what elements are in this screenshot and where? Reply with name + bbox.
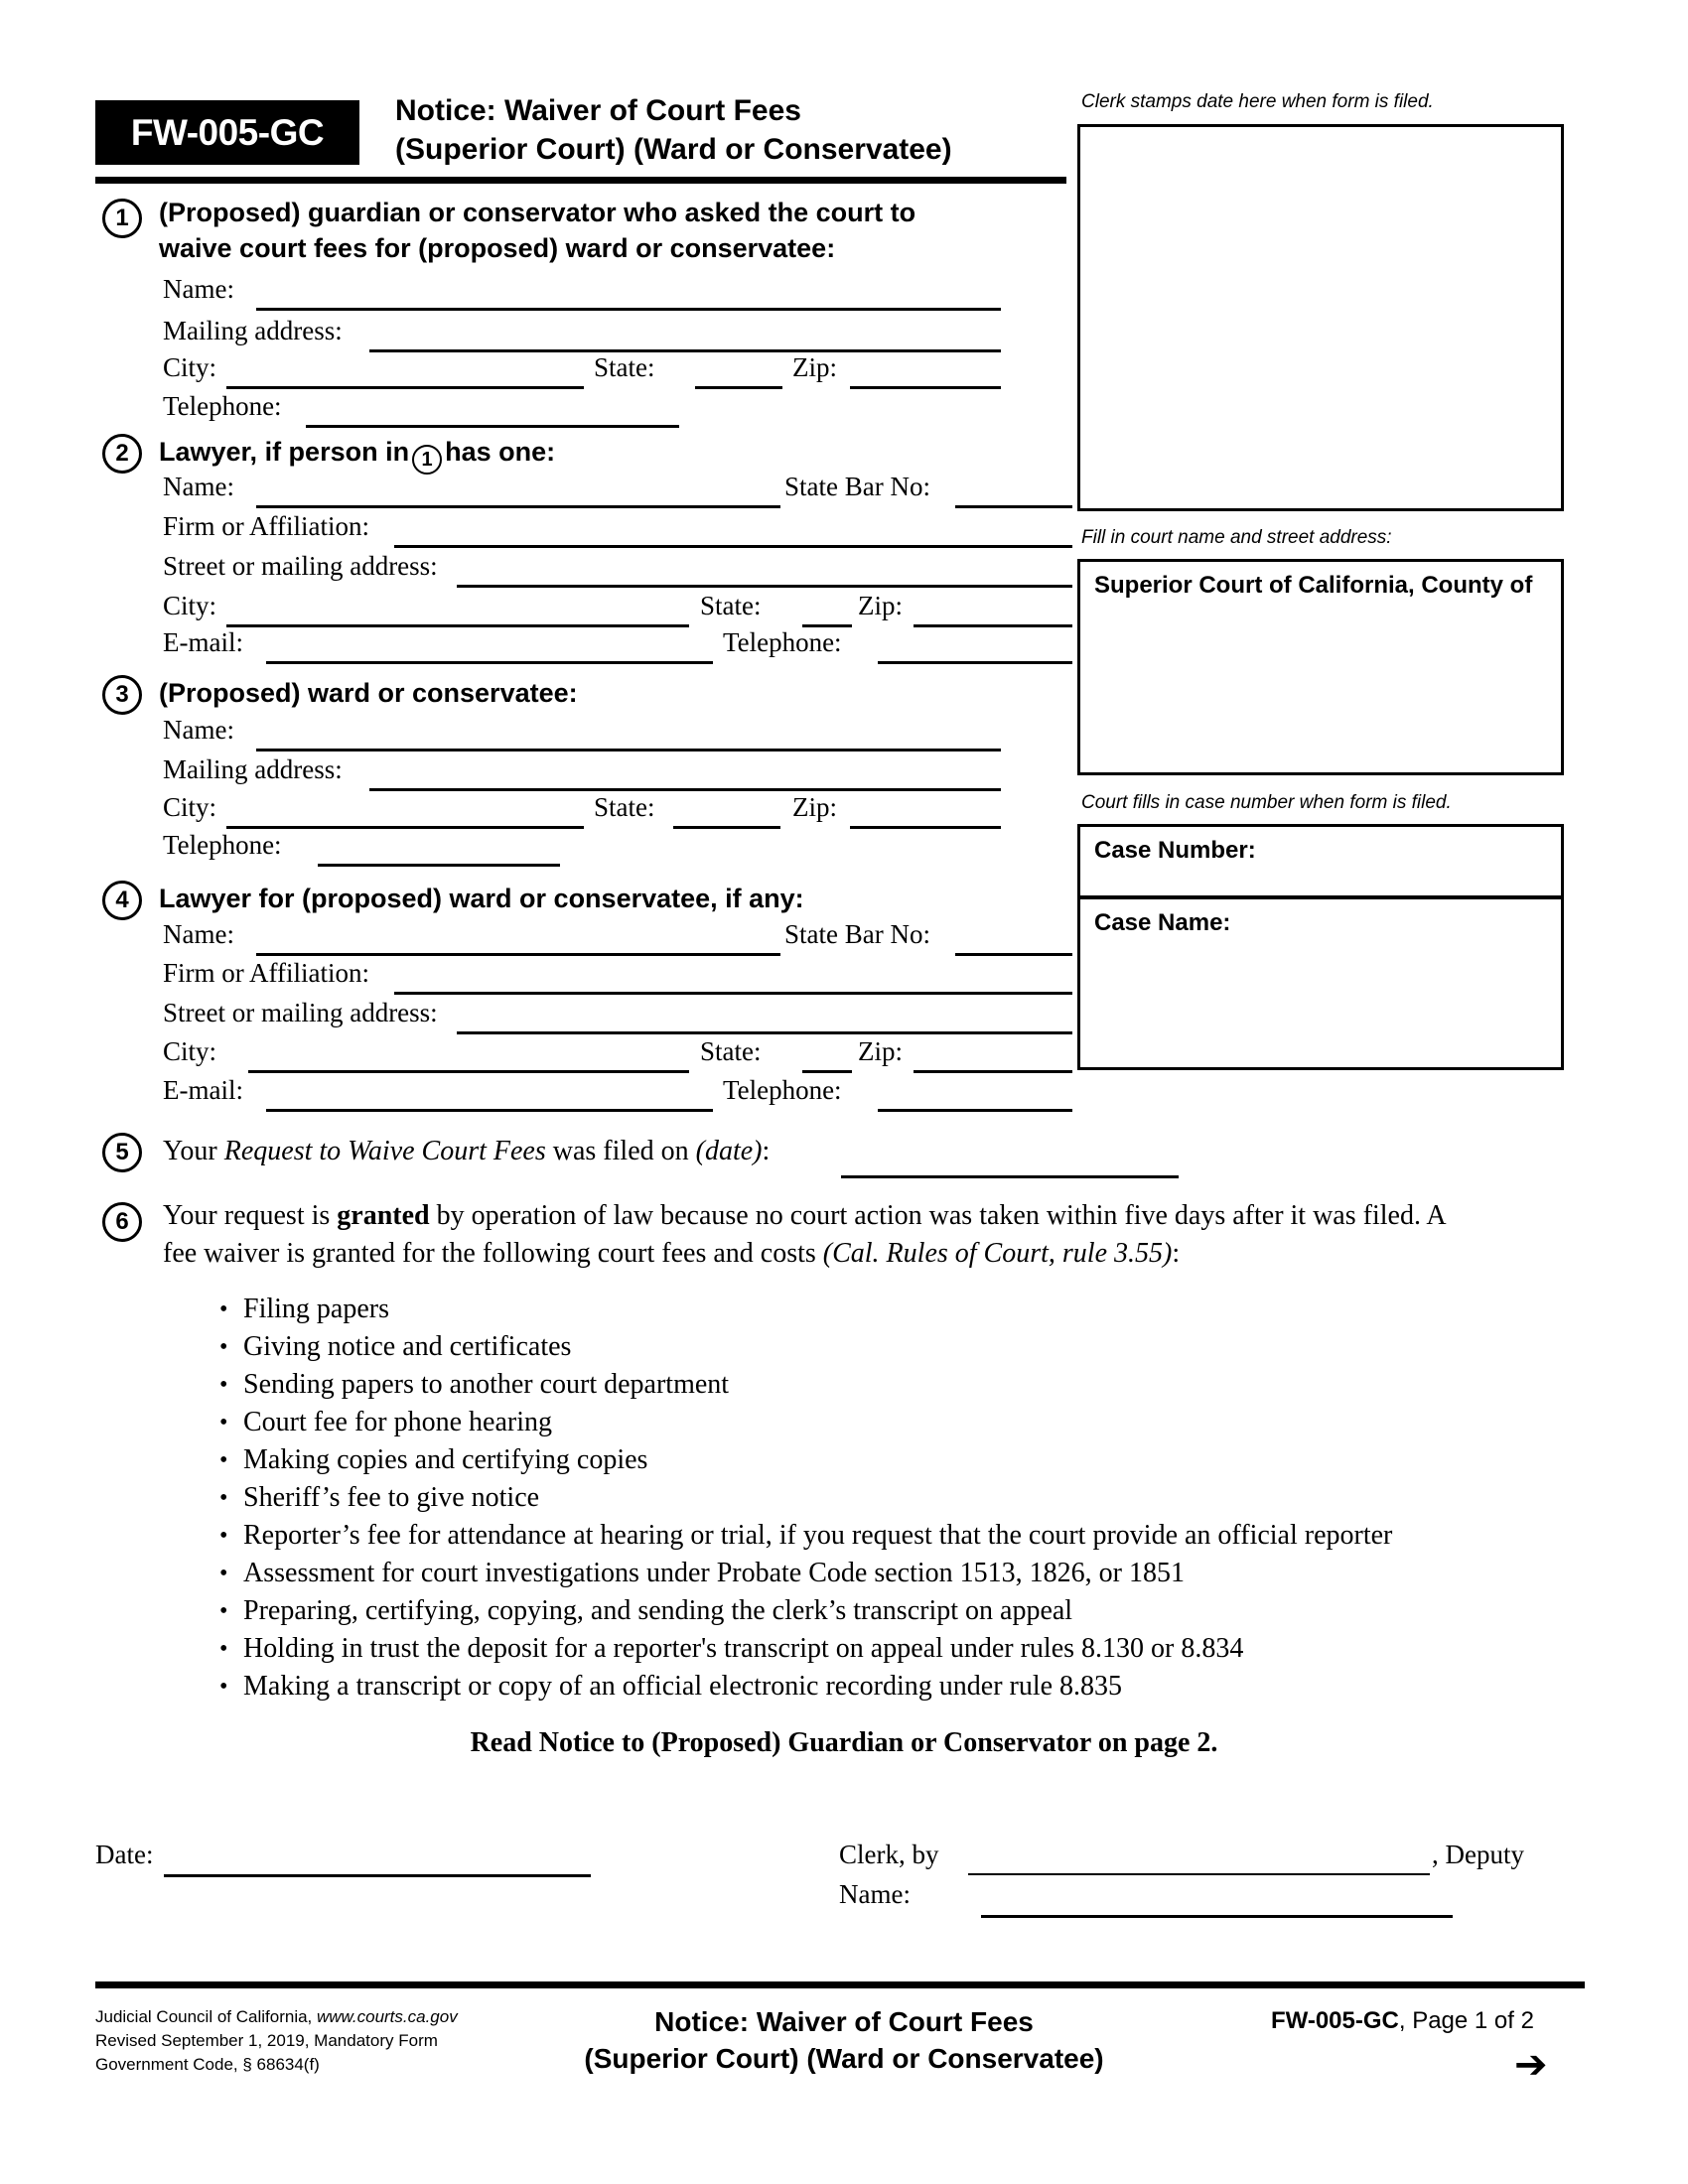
s5-text-italic: Request to Waive Court Fees <box>223 1136 546 1166</box>
item-number-2: 2 <box>102 434 142 474</box>
s4-email-label: E-mail: <box>163 1075 243 1105</box>
waived-fee-item: • Holding in trust the deposit for a reporter's transcript on appeal under rules 8.130 or 8.834 <box>213 1630 1392 1668</box>
section-3-heading: (Proposed) ward or conservatee: <box>159 678 578 708</box>
s1-state-input[interactable] <box>695 386 782 389</box>
s6-line1-pre: Your request is <box>163 1200 338 1231</box>
s4-zip-label: Zip: <box>858 1036 903 1066</box>
court-name-label: Superior Court of California, County of <box>1094 572 1533 599</box>
s5-filed-date-input[interactable] <box>841 1175 1179 1178</box>
s2-email-input[interactable] <box>266 661 713 664</box>
item-number-1: 1 <box>102 199 142 238</box>
s4-street-label: Street or mailing address: <box>163 998 438 1027</box>
s3-city-input[interactable] <box>226 826 584 829</box>
next-page-arrow-icon: ➔ <box>1514 2042 1548 2088</box>
date-input[interactable] <box>164 1874 591 1877</box>
s5-date-label: (date) <box>695 1136 763 1166</box>
item-number-5: 5 <box>102 1133 142 1172</box>
s1-name-input[interactable] <box>256 308 1001 311</box>
s2-telephone-input[interactable] <box>878 661 1072 664</box>
form-title-line-1: Notice: Waiver of Court Fees <box>395 94 801 127</box>
s5-text-mid: was filed on <box>545 1136 696 1166</box>
s3-mailing-input[interactable] <box>369 788 1001 791</box>
s2-street-label: Street or mailing address: <box>163 551 438 581</box>
s2-zip-input[interactable] <box>914 624 1072 627</box>
s4-state-input[interactable] <box>802 1070 852 1073</box>
s3-zip-label: Zip: <box>792 792 837 822</box>
s1-city-input[interactable] <box>226 386 584 389</box>
clerk-stamp-box[interactable] <box>1077 124 1564 511</box>
footer-website: www.courts.ca.gov <box>317 2007 458 2026</box>
s2-street-input[interactable] <box>457 585 1072 588</box>
s4-state-bar-label: State Bar No: <box>784 919 930 949</box>
s2-state-bar-input[interactable] <box>955 505 1072 508</box>
s2-email-label: E-mail: <box>163 627 243 657</box>
page-title <box>395 91 1070 169</box>
s1-state-label: State: <box>594 352 655 382</box>
form-code-badge: FW-005-GC <box>95 100 359 165</box>
section-4-heading: Lawyer for (proposed) ward or conservatee, if any: <box>159 884 804 913</box>
s4-email-input[interactable] <box>266 1109 713 1112</box>
s2-city-input[interactable] <box>226 624 689 627</box>
waived-fee-item: • Reporter’s fee for attendance at hearing or trial, if you request that the court provide an official reporter <box>213 1517 1392 1555</box>
clerk-by-label: Clerk, by <box>839 1840 939 1869</box>
s4-telephone-input[interactable] <box>878 1109 1072 1112</box>
waived-fee-item: • Making copies and certifying copies <box>213 1441 1392 1479</box>
s1-mailing-label: Mailing address: <box>163 316 343 345</box>
s2-firm-label: Firm or Affiliation: <box>163 511 369 541</box>
inline-ref-1: 1 <box>412 445 442 475</box>
s6-rule-citation: (Cal. Rules of Court, rule 3.55) <box>822 1238 1173 1269</box>
s1-zip-input[interactable] <box>850 386 1001 389</box>
s3-zip-input[interactable] <box>850 826 1001 829</box>
section-6-text <box>163 1197 1583 1273</box>
s2-state-bar-label: State Bar No: <box>784 472 930 501</box>
case-number-box[interactable] <box>1077 824 1564 898</box>
footer-center-line-1: Notice: Waiver of Court Fees <box>654 2006 1034 2037</box>
waived-fee-item: • Making a transcript or copy of an official electronic recording under rule 8.835 <box>213 1668 1392 1706</box>
case-name-label: Case Name: <box>1094 909 1231 936</box>
s4-firm-input[interactable] <box>394 992 1072 995</box>
footer-divider <box>95 1981 1585 1988</box>
waived-fee-item: • Giving notice and certificates <box>213 1328 1392 1366</box>
s4-city-input[interactable] <box>248 1070 689 1073</box>
s1-telephone-input[interactable] <box>306 425 679 428</box>
section-1-heading-line-2: waive court fees for (proposed) ward or conservatee: <box>159 233 836 263</box>
clerk-stamp-note: Clerk stamps date here when form is filed. <box>1081 91 1434 112</box>
section-6-line-2 <box>163 1235 1583 1273</box>
case-number-note: Court fills in case number when form is filed. <box>1081 792 1452 813</box>
s2-name-label: Name: <box>163 472 234 501</box>
s4-name-input[interactable] <box>256 953 780 956</box>
header-divider <box>95 177 1066 184</box>
item-number-6: 6 <box>102 1202 142 1242</box>
section-2-heading-pre: Lawyer, if person in <box>159 437 410 467</box>
waived-fee-item: • Preparing, certifying, copying, and sending the clerk’s transcript on appeal <box>213 1592 1392 1630</box>
s3-mailing-label: Mailing address: <box>163 754 343 784</box>
s3-name-label: Name: <box>163 715 234 745</box>
waived-fee-item: • Sheriff’s fee to give notice <box>213 1479 1392 1517</box>
footer-right-block <box>1271 2007 1534 2035</box>
section-1-heading <box>159 195 1033 266</box>
waived-fee-item: • Sending papers to another court department <box>213 1366 1392 1404</box>
footer-judicial-council-line <box>95 2005 458 2029</box>
section-5-text <box>163 1133 770 1170</box>
s3-telephone-input[interactable] <box>318 864 560 867</box>
court-name-box[interactable] <box>1077 559 1564 775</box>
waived-fee-item: • Assessment for court investigations under Probate Code section 1513, 1826, or 1851 <box>213 1555 1392 1592</box>
footer-left-line-3: Government Code, § 68634(f) <box>95 2055 320 2074</box>
s4-telephone-label: Telephone: <box>723 1075 842 1105</box>
s6-line2-pre: fee waiver is granted for the following court fees and costs <box>163 1238 823 1269</box>
s2-name-input[interactable] <box>256 505 780 508</box>
date-label: Date: <box>95 1840 154 1869</box>
s2-city-label: City: <box>163 591 217 620</box>
case-name-box[interactable] <box>1077 896 1564 1070</box>
clerk-name-label: Name: <box>839 1879 911 1909</box>
item-number-4: 4 <box>102 881 142 920</box>
section-1-heading-line-1: (Proposed) guardian or conservator who asked the court to <box>159 198 916 227</box>
clerk-by-input[interactable] <box>968 1873 1430 1875</box>
footer-page-number: , Page 1 of 2 <box>1398 2007 1534 2034</box>
s1-name-label: Name: <box>163 274 234 304</box>
s6-granted: granted <box>337 1200 430 1231</box>
s5-text-pre: Your <box>163 1136 224 1166</box>
footer-left-line-1-plain: Judicial Council of California, <box>95 2007 317 2026</box>
s1-mailing-input[interactable] <box>369 349 1001 352</box>
section-2-heading-post: has one: <box>445 437 556 467</box>
s3-name-input[interactable] <box>256 749 1001 751</box>
waived-fee-item: • Filing papers <box>213 1291 1392 1328</box>
s1-telephone-label: Telephone: <box>163 391 282 421</box>
s2-state-label: State: <box>700 591 762 620</box>
deputy-label: , Deputy <box>1432 1840 1524 1869</box>
court-address-note: Fill in court name and street address: <box>1081 527 1392 548</box>
s4-state-label: State: <box>700 1036 762 1066</box>
s4-firm-label: Firm or Affiliation: <box>163 958 369 988</box>
s4-name-label: Name: <box>163 919 234 949</box>
clerk-name-input[interactable] <box>981 1915 1453 1918</box>
case-number-label: Case Number: <box>1094 837 1256 864</box>
footer-center-block <box>447 2003 1241 2077</box>
s4-street-input[interactable] <box>457 1031 1072 1034</box>
footer-left-block <box>95 2005 458 2077</box>
s2-zip-label: Zip: <box>858 591 903 620</box>
footer-form-code: FW-005-GC <box>1271 2007 1399 2034</box>
item-number-3: 3 <box>102 675 142 715</box>
footer-left-line-2: Revised September 1, 2019, Mandatory Form <box>95 2031 438 2050</box>
waived-fee-item: • Court fee for phone hearing <box>213 1404 1392 1441</box>
s5-text-colon: : <box>762 1136 771 1166</box>
waived-fees-list <box>213 1291 1392 1706</box>
s4-state-bar-input[interactable] <box>955 953 1072 956</box>
s3-state-label: State: <box>594 792 655 822</box>
s6-line1-post: by operation of law because no court action was taken within five days after it was filed. A <box>429 1200 1447 1231</box>
s2-telephone-label: Telephone: <box>723 627 842 657</box>
section-2-heading <box>159 434 555 475</box>
s4-zip-input[interactable] <box>914 1070 1072 1073</box>
s4-city-label: City: <box>163 1036 217 1066</box>
s3-state-input[interactable] <box>673 826 780 829</box>
s3-city-label: City: <box>163 792 217 822</box>
form-title-line-2: (Superior Court) (Ward or Conservatee) <box>395 133 952 166</box>
s1-city-label: City: <box>163 352 217 382</box>
footer-center-line-2: (Superior Court) (Ward or Conservatee) <box>584 2043 1104 2074</box>
s6-line2-post: : <box>1172 1238 1181 1269</box>
s3-telephone-label: Telephone: <box>163 830 282 860</box>
section-6-line-1 <box>163 1197 1583 1235</box>
read-notice-text: Read Notice to (Proposed) Guardian or Conservator on page 2. <box>470 1727 1218 1758</box>
s1-zip-label: Zip: <box>792 352 837 382</box>
s2-firm-input[interactable] <box>394 545 1072 548</box>
